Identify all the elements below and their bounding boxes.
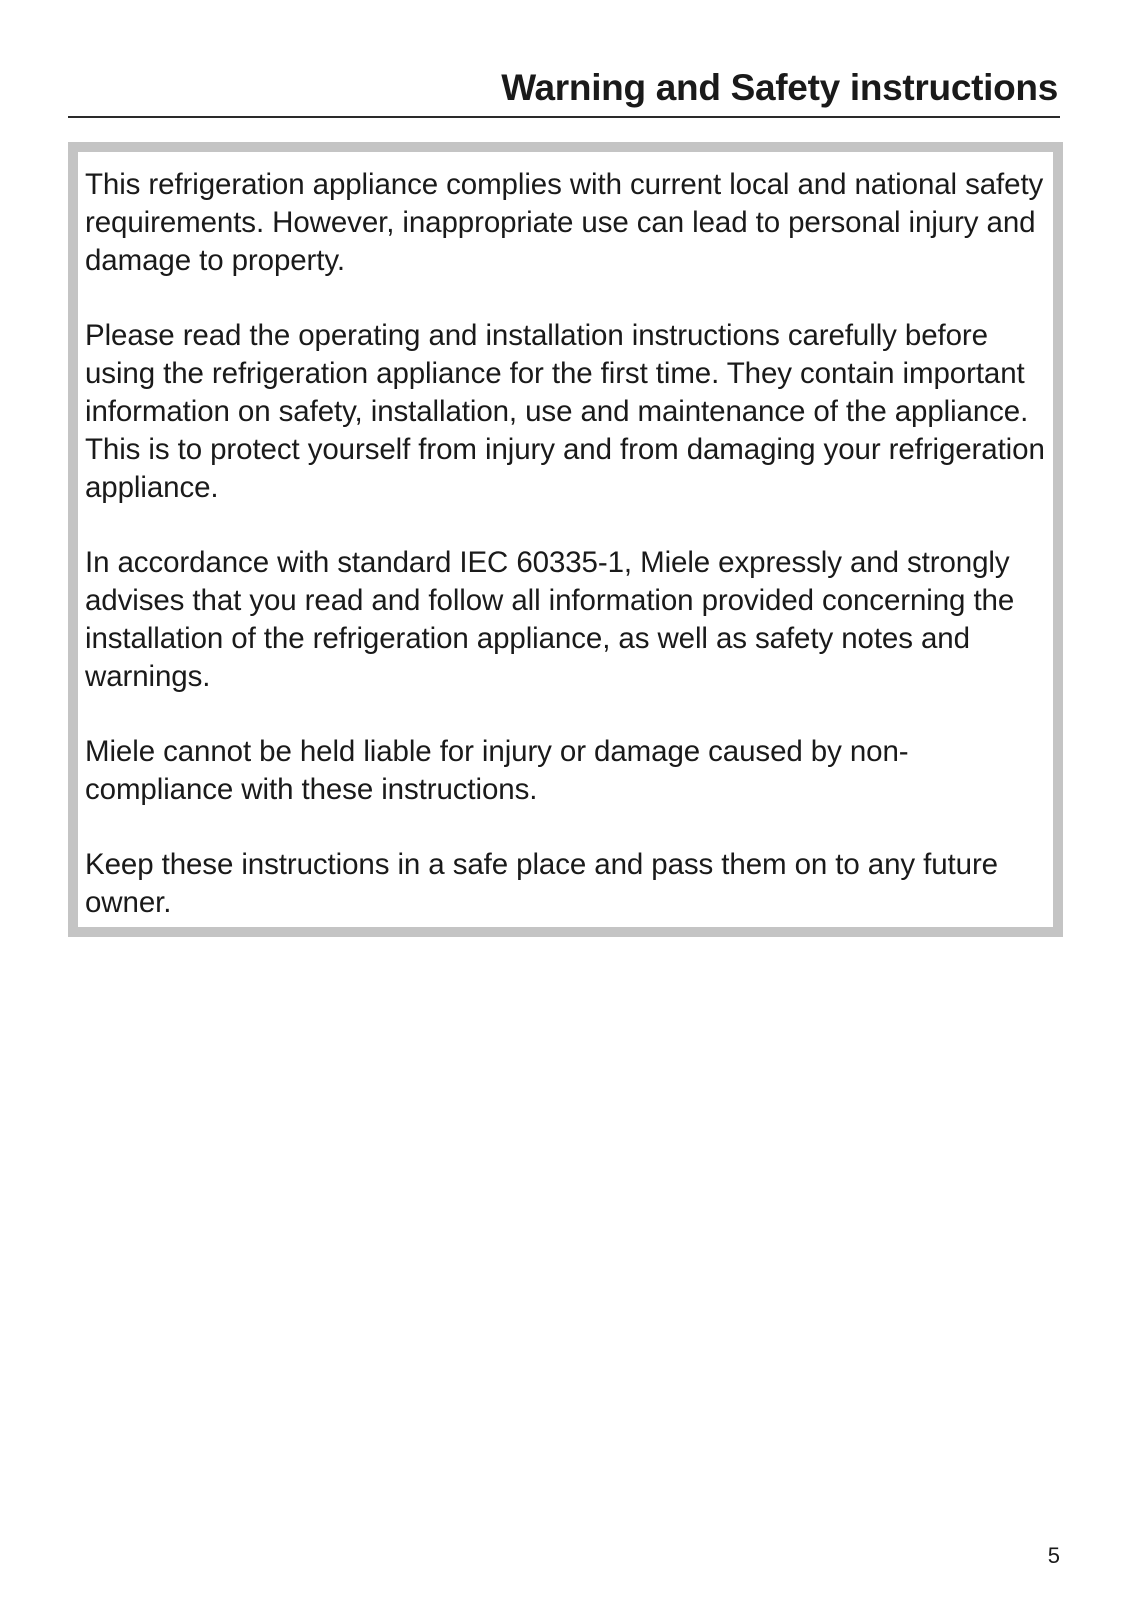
page-header (68, 62, 1060, 118)
notice-paragraph-iec-standard: In accordance with standard IEC 60335-1, Miele expressly and strongly advises that you read and follow all information provided concerning the installation of the refrigeration appliance, as well as safety notes and warnings. (85, 546, 1015, 693)
notice-paragraph-read-instructions: Please read the operating and installation instructions carefully before using the refrigeration appliance for the first time. They contain important information on safety, installation, use and maintenance of the appliance. This is to protect yourself from injury and from damaging your refrigeration appliance. (85, 319, 1045, 504)
page-title: Warning and Safety instructions (501, 67, 1058, 108)
safety-notice-box (68, 142, 1063, 937)
page-number: 5 (1047, 1543, 1060, 1568)
notice-paragraph-liability: Miele cannot be held liable for injury or damage caused by non-compliance with these instructions. (85, 735, 909, 806)
notice-paragraph-compliance: This refrigeration appliance complies with current local and national safety requirements. However, inappropriate use can lead to personal injury and damage to property. (85, 168, 1044, 277)
notice-paragraph-keep-instructions: Keep these instructions in a safe place and pass them on to any future owner. (85, 848, 998, 919)
